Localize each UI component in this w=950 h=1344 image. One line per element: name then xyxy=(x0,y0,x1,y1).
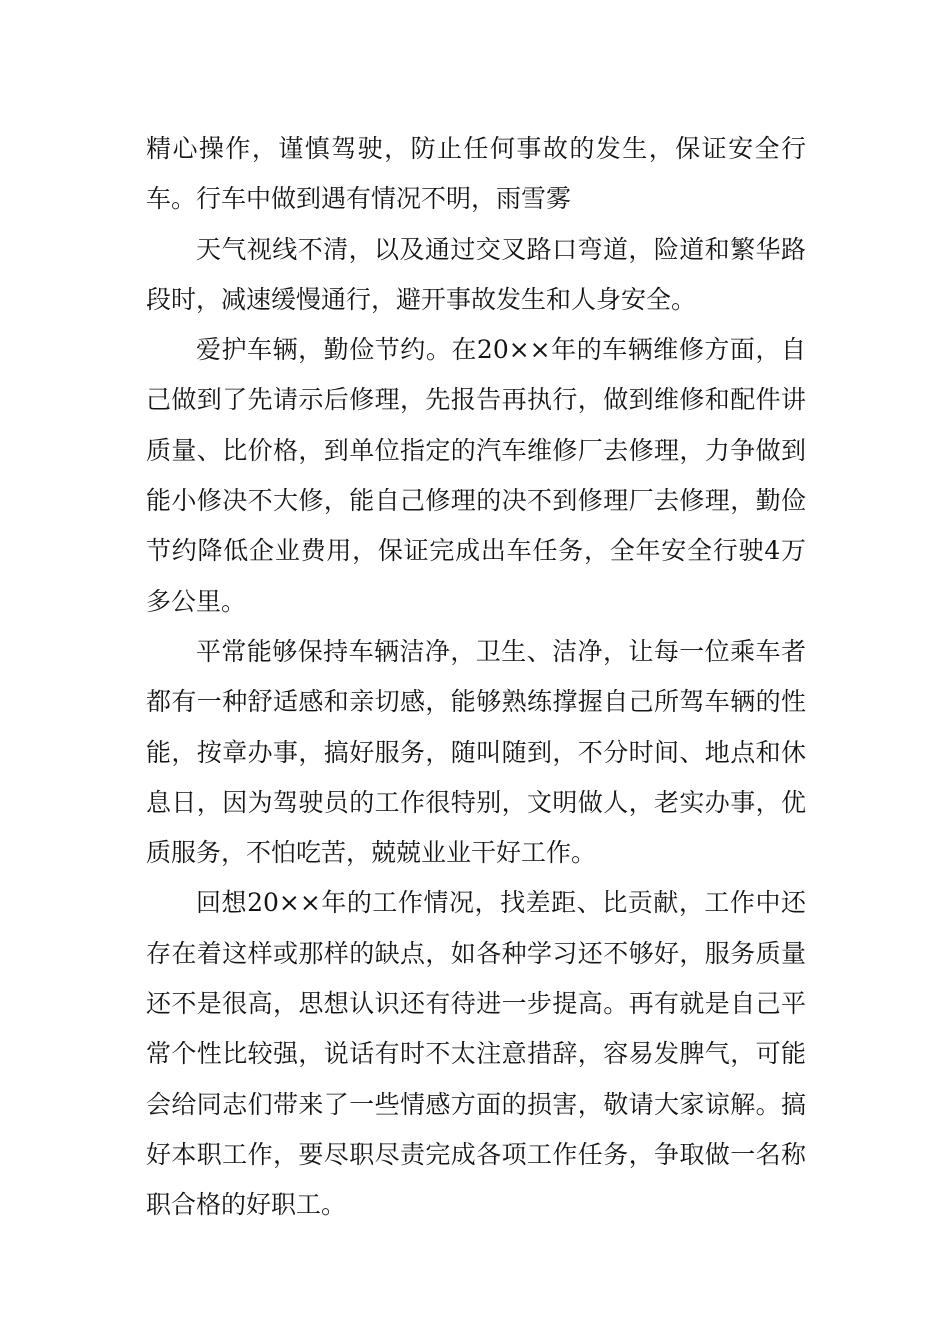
paragraph-4: 平常能够保持车辆洁净，卫生、洁净，让每一位乘车者都有一种舒适感和亲切感，能够熟练撑握自己所驾车辆的性能，按章办事，搞好服务，随叫随到，不分时间、地点和休息日，因为驾驶员的工作很特别，文明做人，老实办事，优质服务，不怕吃苦，兢兢业业干好工作。 xyxy=(146,636,806,868)
paragraph-3: 爱护车辆，勤俭节约。在20××年的车辆维修方面，自己做到了先请示后修理，先报告再执行，做到维修和配件讲质量、比价格，到单位指定的汽车维修厂去修理，力争做到能小修决不大修，能自己修理的决不到修理厂去修理，勤俭节约降低企业费用，保证完成出车任务，全年安全行驶4万多公里。 xyxy=(146,335,806,616)
paragraph-5: 回想20××年的工作情况，找差距、比贡献，工作中还存在着这样或那样的缺点，如各种学习还不够好，服务质量还不是很高，思想认识还有待进一步提高。再有就是自己平常个性比较强，说话有时不太注意措辞，容易发脾气，可能会给同志们带来了一些情感方面的损害，敬请大家谅解。搞好本职工作，要尽职尽责完成各项工作任务，争取做一名称职合格的好职工。 xyxy=(146,888,806,1220)
paragraph-2: 天气视线不清，以及通过交叉路口弯道，险道和繁华路段时，减速缓慢通行，避开事故发生和人身安全。 xyxy=(146,234,806,314)
document-body xyxy=(146,124,806,1231)
paragraph-1: 精心操作，谨慎驾驶，防止任何事故的发生，保证安全行车。行车中做到遇有情况不明，雨雪雾 xyxy=(146,134,806,214)
